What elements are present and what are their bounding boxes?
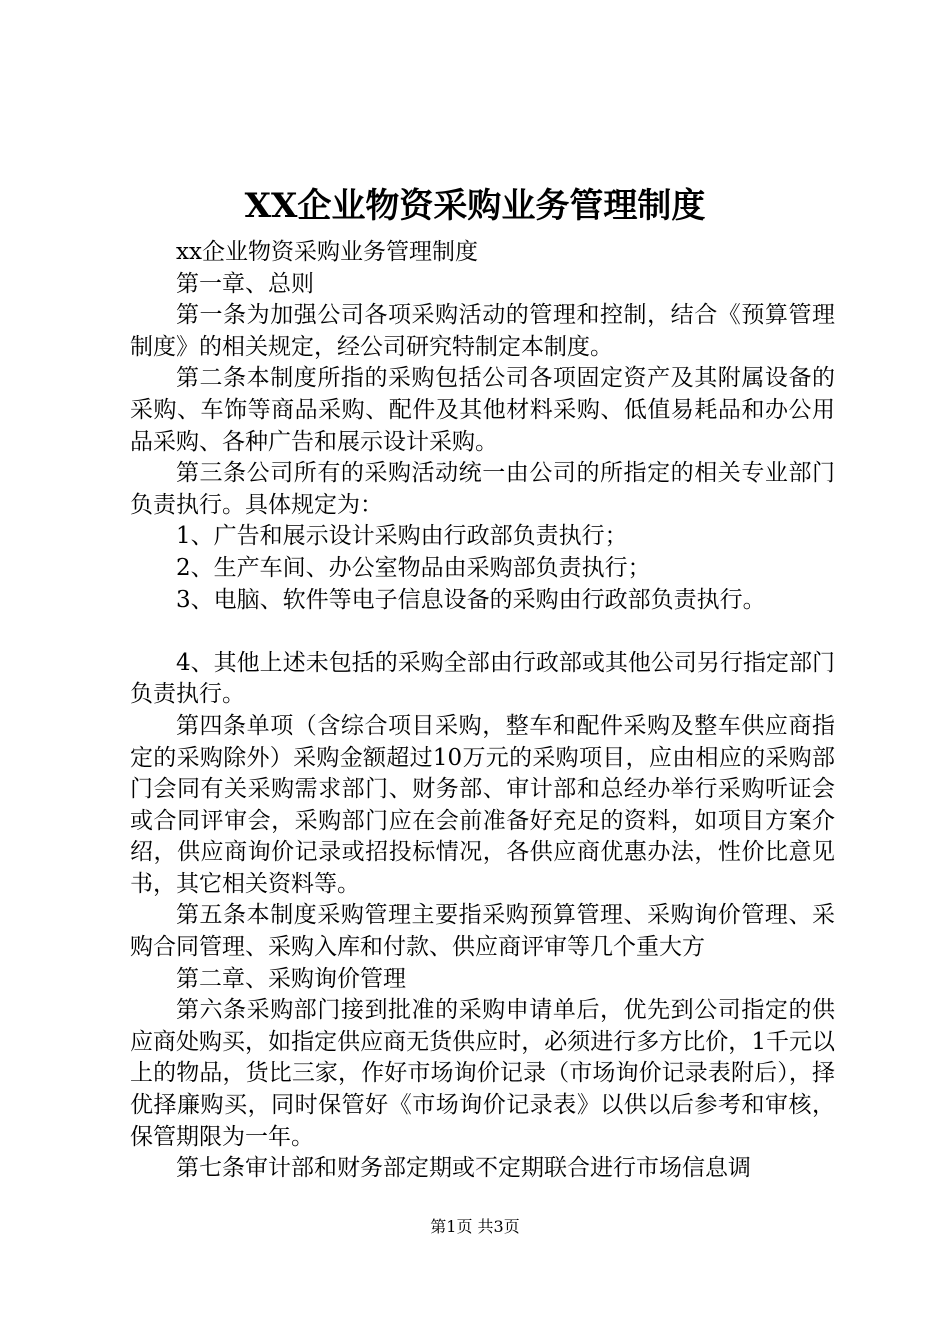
paragraph-item-4: 4、其他上述未包括的采购全部由行政部或其他公司另行指定部门负责执行。 <box>130 649 835 708</box>
paragraph-item-1: 1、广告和展示设计采购由行政部负责执行； <box>176 523 628 550</box>
paragraph-chapter-2-heading: 第二章、采购询价管理 <box>176 965 406 992</box>
paragraph-article-1: 第一条为加强公司各项采购活动的管理和控制，结合《预算管理制度》的相关规定，经公司研究特制定本制度。 <box>130 302 835 360</box>
paragraph-article-3: 第三条公司所有的采购活动统一由公司的所指定的相关专业部门负责执行。具体规定为： <box>130 460 835 518</box>
paragraph-article-4: 第四条单项（含综合项目采购，整车和配件采购及整车供应商指定的采购除外）采购金额超过10万元的采购项目，应由相应的采购部门会同有关采购需求部门、财务部、审计部和总经办举行采购听证会或合同评审会，采购部门应在会前准备好充足的资料，如项目方案介绍，供应商询价记录或招投标情况，各供应商优惠办法，性价比意见书，其它相关资料等。 <box>130 712 835 897</box>
paragraph-item-2: 2、生产车间、办公室物品由采购部负责执行； <box>176 554 651 581</box>
paragraph-article-5: 第五条本制度采购管理主要指采购预算管理、采购询价管理、采购合同管理、采购入库和付款、供应商评审等几个重大方 <box>130 902 835 961</box>
paragraph-article-2: 第二条本制度所指的采购包括公司各项固定资产及其附属设备的采购、车饰等商品采购、配件及其他材料采购、低值易耗品和办公用品采购、各种广告和展示设计采购。 <box>130 365 835 455</box>
document-title: XX企业物资采购业务管理制度 <box>244 186 706 226</box>
paragraph-article-6: 第六条采购部门接到批准的采购申请单后，优先到公司指定的供应商处购买，如指定供应商无货供应时，必须进行多方比价，1千元以上的物品，货比三家，作好市场询价记录（市场询价记录表附后），择优择廉购买，同时保管好《市场询价记录表》以供以后参考和审核，保管期限为一年。 <box>130 997 835 1150</box>
paragraph-subtitle: xx企业物资采购业务管理制度 <box>176 239 478 265</box>
paragraph-item-3: 3、电脑、软件等电子信息设备的采购由行政部负责执行。 <box>176 586 766 613</box>
page-footer: 第1页 共3页 <box>430 1217 520 1236</box>
paragraph-article-7: 第七条审计部和财务部定期或不定期联合进行市场信息调 <box>176 1155 751 1182</box>
paragraph-chapter-1-heading: 第一章、总则 <box>176 270 314 297</box>
document-body <box>130 237 835 1185</box>
